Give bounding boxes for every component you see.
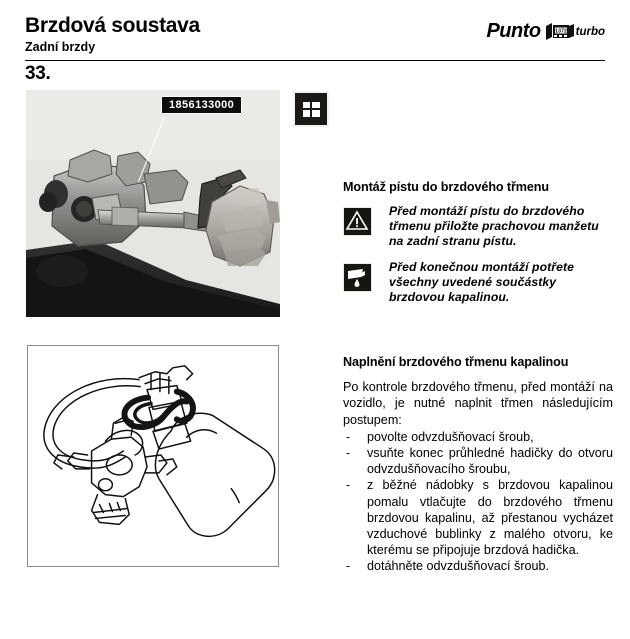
warning-triangle-icon <box>343 207 372 236</box>
page-header <box>25 14 605 62</box>
note-warning-text: Před montáží pístu do brzdového třmenu přiložte prachovou manžetu na zadní stranu pístu. <box>389 204 599 249</box>
note-warning <box>343 204 613 250</box>
list-item <box>343 477 613 558</box>
right-text-column <box>343 180 613 575</box>
bullet-marker: - <box>346 478 351 493</box>
drawing-image <box>28 346 278 566</box>
note-lubricate <box>343 260 613 306</box>
note-lubricate-text: Před konečnou montáží potřete všechny uvedené součástky brzdovou kapalinou. <box>389 259 575 305</box>
special-tool-icon <box>293 91 329 127</box>
step-number: 33. <box>25 63 51 84</box>
list-item-text: z běžné nádobky s brzdovou kapalinou pomalu vtlačujte do brzdového třmenu brzdovou kapalinu, až přestanou vycházet vzduchové bublinky z malého otvoru, ke kterému se připojuje brzdová hadička. <box>367 478 613 558</box>
brand-suffix: turbo <box>575 25 605 38</box>
list-item-text: vsuňte konec průhledné hadičky do otvoru odvzdušňovacího šroubu, <box>367 446 613 477</box>
photo-caliper-piston-install <box>26 90 280 317</box>
page-subtitle: Zadní brzdy <box>25 40 96 54</box>
list-item-text: povolte odvzdušňovací šroub, <box>367 429 534 444</box>
brand-logo <box>486 20 605 43</box>
brand-name: Punto <box>486 20 541 42</box>
section-2-intro: Po kontrole brzdového třmenu, před montáží na vozidlo, je nutné naplnit třmen následujícím postupem: <box>343 380 613 427</box>
svg-text:1372: 1372 <box>554 28 567 35</box>
tool-number-label: 1856133000 <box>161 96 242 114</box>
bullet-marker: - <box>346 446 351 461</box>
page-title: Brzdová soustava <box>25 14 200 37</box>
list-item <box>343 429 613 445</box>
section-heading-1: Montáž pístu do brzdového třmenu <box>343 180 549 194</box>
special-tool-grid <box>303 102 320 117</box>
bleeding-steps-list <box>343 429 613 575</box>
list-item <box>343 445 613 477</box>
list-item-text: dotáhněte odvzdušňovací šroub. <box>367 559 550 574</box>
drawing-caliper-bleeding <box>27 345 279 567</box>
oil-can-drop-icon <box>343 263 372 292</box>
section-2 <box>343 355 613 574</box>
list-item <box>343 558 613 574</box>
bullet-marker: - <box>346 559 351 574</box>
photo-image <box>26 90 280 317</box>
header-divider <box>25 60 605 61</box>
bullet-marker: - <box>346 429 351 444</box>
section-heading-2: Naplnění brzdového třmenu kapalinou <box>343 355 569 370</box>
brand-badge-icon <box>545 22 575 41</box>
